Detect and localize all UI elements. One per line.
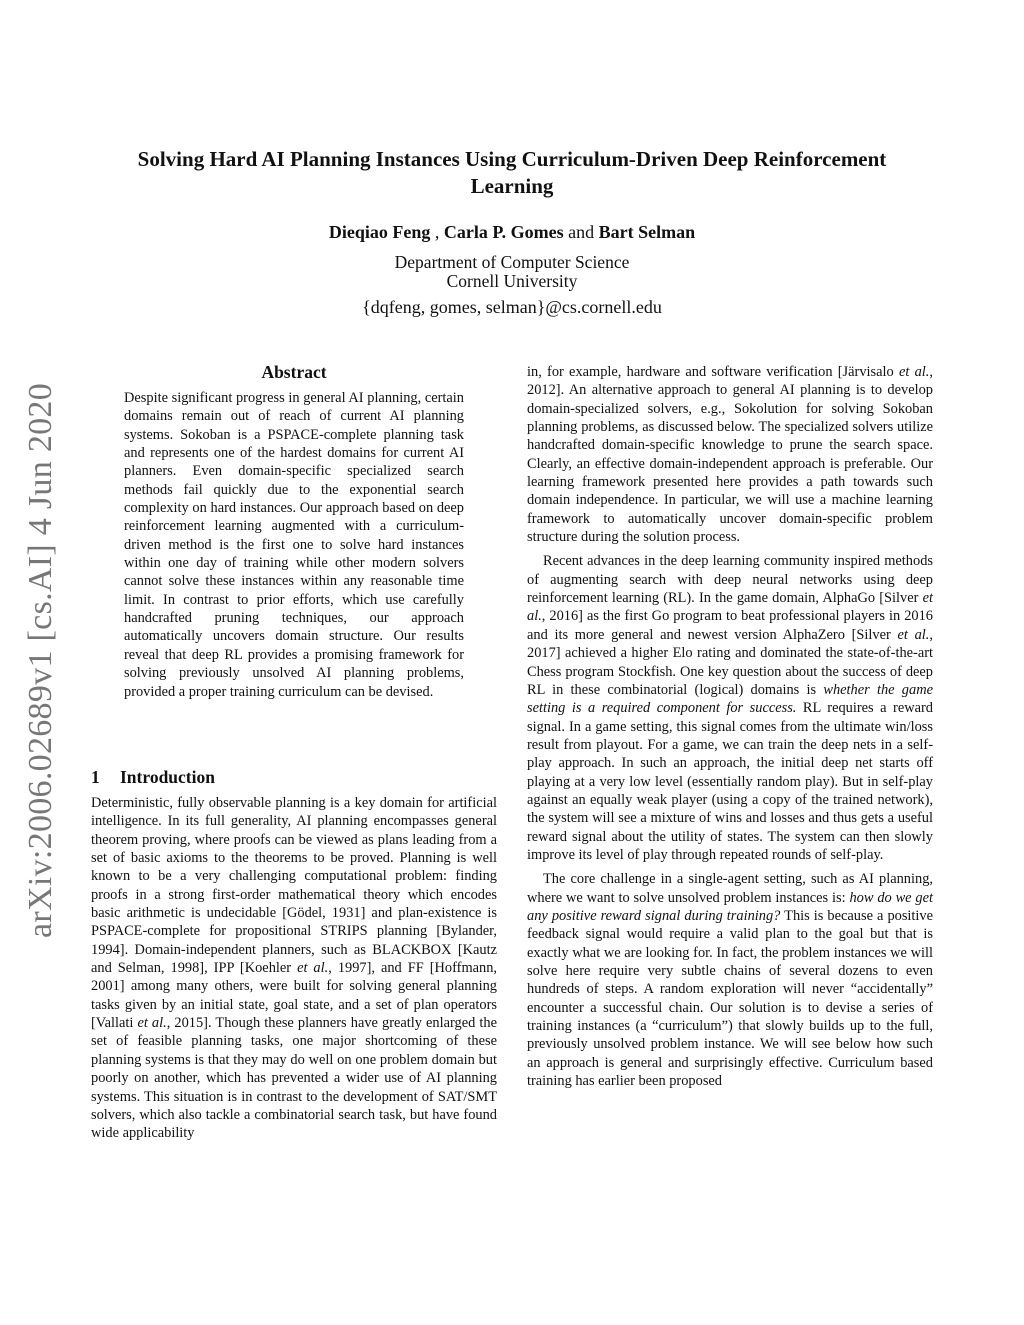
abstract-body xyxy=(124,389,464,701)
arxiv-identifier-stamp: arXiv:2006.02689v1 [cs.AI] 4 Jun 2020 xyxy=(22,382,59,938)
intro-paragraph-1: Deterministic, fully observable planning is a key domain for artificial intelligence. In its full generality, AI planning encompasses general theorem proving, where proofs can be viewed as plans leading from a set of basic axioms to the theorems to be proved. Planning is well known to be a very challenging computational problem: finding proofs in a strong first-order mathematical theory which encodes basic arithmetic is undecidable [Gödel, 1931] and plan-existence is PSPACE-complete for propositional STRIPS planning [Bylander, 1994]. Domain-independent planners, such as BLACKBOX [Kautz and Selman, 1998], IPP [Koehler et al., 1997], and FF [Hoffmann, 2001] among many others, were built for solving general planning tasks given by an initial state, goal state, and a set of plan operators [Vallati et al., 2015]. Though these planners have greatly enlarged the set of feasible planning tasks, one major shortcoming of these planning systems is that they may do well on one problem domain but poorly on another, which has prevented a wider use of AI planning systems. This situation is in contrast to the development of SAT/SMT solvers, which also tackle a combinatorial search task, but have found wide applicability xyxy=(91,795,498,1142)
abstract-heading: Abstract xyxy=(261,362,327,382)
paper-title: Solving Hard AI Planning Instances Using Curriculum-Driven Deep Reinforcement Learning xyxy=(137,147,887,198)
author-emails: {dqfeng, gomes, selman}@cs.cornell.edu xyxy=(362,297,662,317)
affiliation-department: Department of Computer Science xyxy=(394,252,630,272)
author-name: Dieqiao Feng xyxy=(328,222,431,242)
affiliation xyxy=(120,253,904,291)
author-separator: and xyxy=(563,222,599,242)
intro-paragraph-1-continued: in, for example, hardware and software verification [Järvisalo et al., 2012]. An alternative approach to general AI planning is to develop domain-specialized solvers, e.g., Sokolution for solving Sokoban planning problems, as discussed below. The specialized solvers utilize handcrafted domain-specific knowledge to prune the search space. Clearly, an effective domain-independent approach is preferable. Our learning framework presented here provides a path towards such domain independence. In particular, we will use a machine learning framework to automatically uncover domain-specific problem structure during the solution process. xyxy=(527,364,933,546)
intro-paragraph-3: The core challenge in a single-agent setting, such as AI planning, where we want to solve unsolved problem instances is: how do we get any positive reward signal during training? This is because a positive feedback signal would require a valid plan to the goal but that is exactly what we are looking for. In fact, the problem instances we will solve here require very subtle chains of several dozens to even hundreds of steps. A random exploration will never “accidentally” encounter a successful chain. Our solution is to devise a series of training instances (a “curriculum”) that slowly builds up to the full, previously unsolved problem instance. We will see below how such an approach is general and surprisingly effective. Curriculum based training has earlier been proposed xyxy=(527,871,934,1090)
author-separator: , xyxy=(430,222,444,242)
section-number: 1 xyxy=(91,767,100,787)
author-list xyxy=(120,222,904,243)
affiliation-university: Cornell University xyxy=(446,271,578,291)
section-title: Introduction xyxy=(120,767,215,787)
author-name: Carla P. Gomes xyxy=(443,222,564,242)
left-column xyxy=(91,794,497,1143)
intro-paragraph-2: Recent advances in the deep learning community inspired methods of augmenting search with deep neural networks using deep reinforcement learning (RL). In the game domain, AlphaGo [Silver et al., 2016] as the first Go program to beat professional players in 2016 and its more general and newest version AlphaZero [Silver et al., 2017] achieved a higher Elo rating and dominated the state-of-the-art Chess program Stockfish. One key question about the success of deep RL in these combinatorial (logical) domains is whether the game setting is a required component for success. RL requires a reward signal. In a game setting, this signal comes from the ultimate win/loss result from playout. For a game, we can train the deep nets in a self-play approach. In such an approach, the initial deep net starts off playing at a very low level (essentially random play). But in self-play against an equally weak player (using a copy of the trained network), the system will see a mixture of wins and losses and thus gets a useful reward signal about the utility of states. The system can then slowly improve its level of play through repeated rounds of self-play. xyxy=(527,553,933,863)
author-name: Bart Selman xyxy=(598,222,696,242)
right-column xyxy=(527,363,933,1090)
abstract-text: Despite significant progress in general AI planning, certain domains remain out of reach of current AI planning systems. Sokoban is a PSPACE-complete planning task and represents one of the hardest domains for current AI planners. Even domain-specific specialized search methods fail quickly due to the exponential search complexity on hard instances. Our approach based on deep reinforcement learning augmented with a curriculum-driven method is the first one to solve hard instances within one day of training while other modern solvers cannot solve these instances within any reasonable time limit. In contrast to prior efforts, which use carefully handcrafted pruning techniques, our approach automatically uncovers domain structure. Our results reveal that deep RL provides a promising framework for solving previously unsolved AI planning problems, provided a proper training curriculum can be devised. xyxy=(124,390,464,700)
section-heading xyxy=(91,767,215,788)
